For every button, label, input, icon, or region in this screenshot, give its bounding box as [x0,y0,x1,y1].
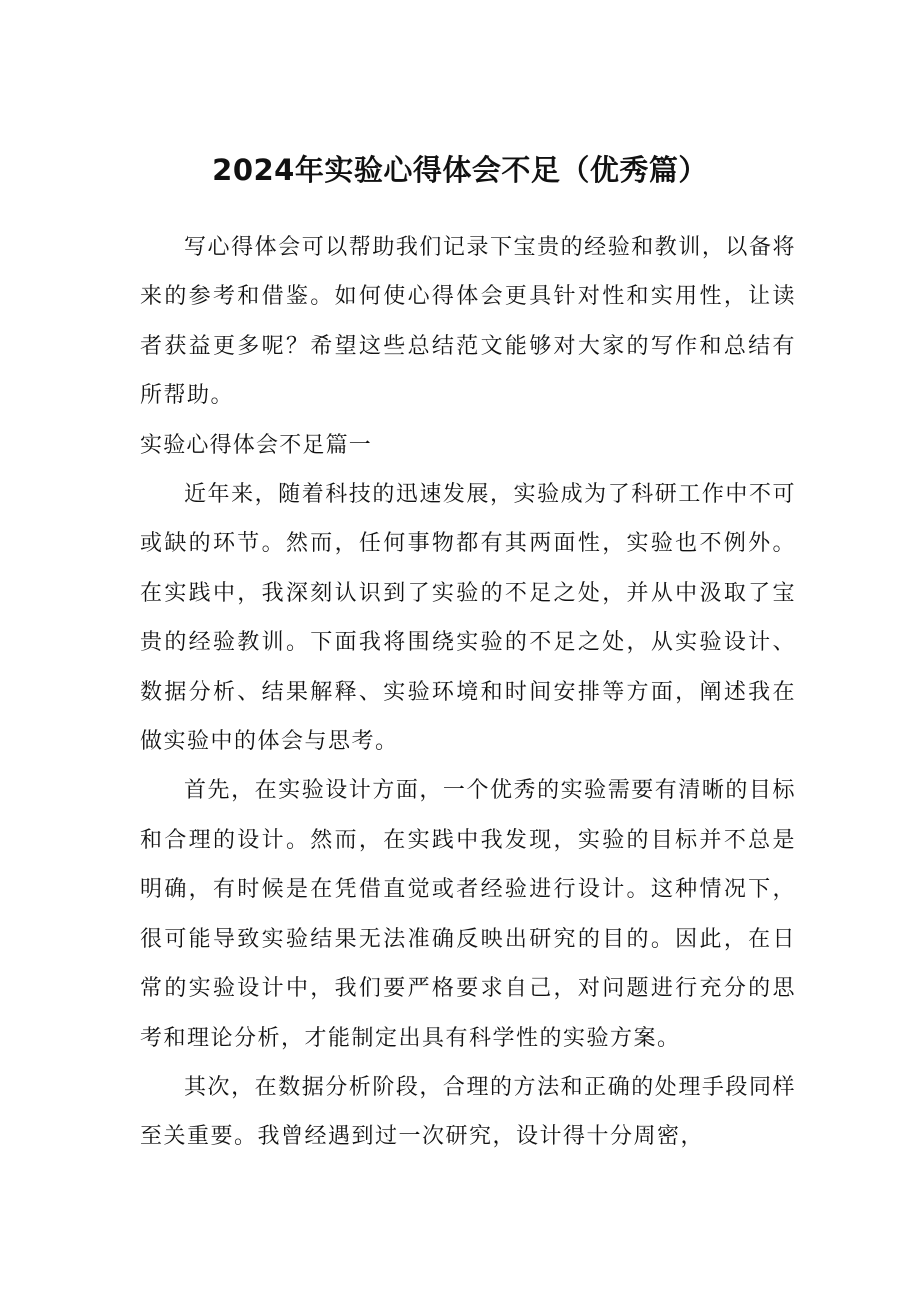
body-paragraph: 近年来，随着科技的迅速发展，实验成为了科研工作中不可或缺的环节。然而，任何事物都有其两面性，实验也不例外。在实践中，我深刻认识到了实验的不足之处，并从中汲取了宝贵的经验教训。下面我将围绕实验的不足之处，从实验设计、数据分析、结果解释、实验环境和时间安排等方面，阐述我在做实验中的体会与思考。 [140,482,796,755]
body-paragraph: 首先，在实验设计方面，一个优秀的实验需要有清晰的目标和合理的设计。然而，在实践中我发现，实验的目标并不总是明确，有时候是在凭借直觉或者经验进行设计。这种情况下，很可能导致实验结果无法准确反映出研究的目的。因此，在日常的实验设计中，我们要严格要求自己，对问题进行充分的思考和理论分析，才能制定出具有科学性的实验方案。 [140,778,796,1051]
intro-paragraph: 写心得体会可以帮助我们记录下宝贵的经验和教训，以备将来的参考和借鉴。如何使心得体会更具针对性和实用性，让读者获益更多呢？希望这些总结范文能够对大家的写作和总结有所帮助。 [140,235,796,409]
document-body [140,223,796,1162]
document-title: 2024年实验心得体会不足（优秀篇） [212,153,708,187]
body-paragraph: 其次，在数据分析阶段，合理的方法和正确的处理手段同样至关重要。我曾经遇到过一次研究，设计得十分周密， [140,1074,796,1150]
section-heading: 实验心得体会不足篇一 [140,432,373,458]
